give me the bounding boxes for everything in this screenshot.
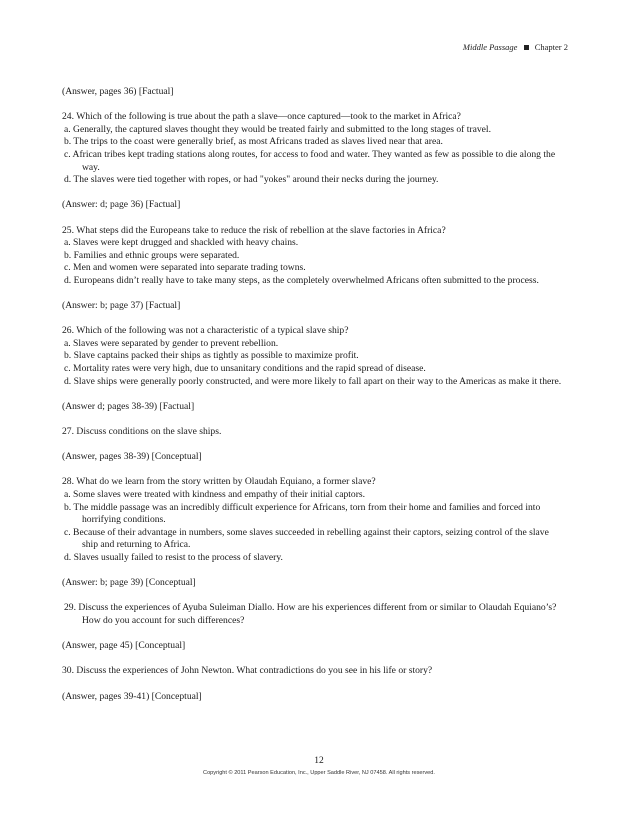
header-title: Middle Passage — [462, 42, 518, 52]
option-c: c. Men and women were separated into separate trading towns. — [64, 262, 306, 274]
question-text: 28. What do we learn from the story written by Olaudah Equiano, a former slave? — [62, 476, 376, 488]
question-text: 24. Which of the following is true about the path a slave—once captured—took to the market in Africa? — [62, 111, 461, 123]
answer-line: (Answer, pages 36) [Factual] — [62, 86, 174, 97]
answer-line: (Answer: b; page 37) [Factual] — [62, 300, 181, 312]
header-chapter: Chapter 2 — [534, 42, 568, 52]
page-number: 12 — [314, 756, 324, 766]
question-list — [62, 86, 562, 716]
question-29: 29. Discuss the experiences of Ayuba Suleiman Diallo. How are his experiences different from or similar to Olaudah Equiano’s? How do you account for such differences? — [64, 602, 557, 626]
option-a: a. Slaves were separated by gender to prevent rebellion. — [64, 337, 279, 349]
answer-line: (Answer: b; page 39) [Conceptual] — [62, 577, 196, 589]
question-28 — [62, 476, 562, 564]
option-d: d. Slaves usually failed to resist to the process of slavery. — [64, 551, 283, 563]
option-b: b. The trips to the coast were generally brief, as most Africans traded as slaves lived near that area. — [64, 136, 443, 148]
square-bullet-icon — [524, 45, 529, 50]
question-24 — [62, 111, 562, 187]
answer-line: (Answer: d; page 36) [Factual] — [62, 199, 181, 211]
option-c: c. African tribes kept trading stations along routes, for access to food and water. They wanted as few as possible to die along the way. — [64, 148, 556, 173]
question-text: 25. What steps did the Europeans take to reduce the risk of rebellion at the slave factories in Africa? — [62, 224, 446, 236]
option-d: d. Europeans didn’t really have to take many steps, as the completely overwhelmed Africans often submitted to the process. — [64, 274, 539, 286]
running-header — [463, 42, 568, 52]
answer-line: (Answer, pages 38-39) [Conceptual] — [62, 451, 202, 463]
option-b: b. The middle passage was an incredibly difficult experience for Africans, torn from their home and families and forced into horrifying conditions. — [64, 501, 541, 526]
question-27: 27. Discuss conditions on the slave ships. — [62, 426, 222, 438]
option-b: b. Slave captains packed their ships as tightly as possible to maximize profit. — [64, 350, 359, 362]
option-a: a. Slaves were kept drugged and shackled with heavy chains. — [64, 237, 299, 249]
option-d: d. Slave ships were generally poorly constructed, and were more likely to fall apart on their way to the Americas as make it there. — [64, 375, 562, 387]
question-30: 30. Discuss the experiences of John Newton. What contradictions do you see in his life or story? — [62, 665, 433, 677]
question-25 — [62, 225, 562, 288]
option-c: c. Because of their advantage in numbers, some slaves succeeded in rebelling against their captors, seizing control of the slave ship and returning to Africa. — [64, 526, 549, 551]
option-a: a. Some slaves were treated with kindness and empathy of their initial captors. — [64, 489, 366, 500]
answer-line: (Answer, pages 39-41) [Conceptual] — [62, 690, 202, 702]
question-text: 26. Which of the following was not a characteristic of a typical slave ship? — [62, 325, 349, 337]
option-a: a. Generally, the captured slaves thought they would be treated fairly and submitted to the long stages of travel. — [64, 123, 491, 135]
option-d: d. The slaves were tied together with ropes, or had "yokes" around their necks during the journey. — [64, 174, 439, 186]
answer-line: (Answer d; pages 38-39) [Factual] — [62, 400, 195, 412]
question-26 — [62, 325, 562, 388]
option-b: b. Families and ethnic groups were separated. — [64, 249, 240, 261]
answer-line: (Answer, page 45) [Conceptual] — [62, 640, 186, 652]
copyright-notice: Copyright © 2011 Pearson Education, Inc., Upper Saddle River, NJ 07458. All rights reserved. — [203, 770, 435, 776]
option-c: c. Mortality rates were very high, due to unsanitary conditions and the rapid spread of disease. — [64, 363, 426, 375]
